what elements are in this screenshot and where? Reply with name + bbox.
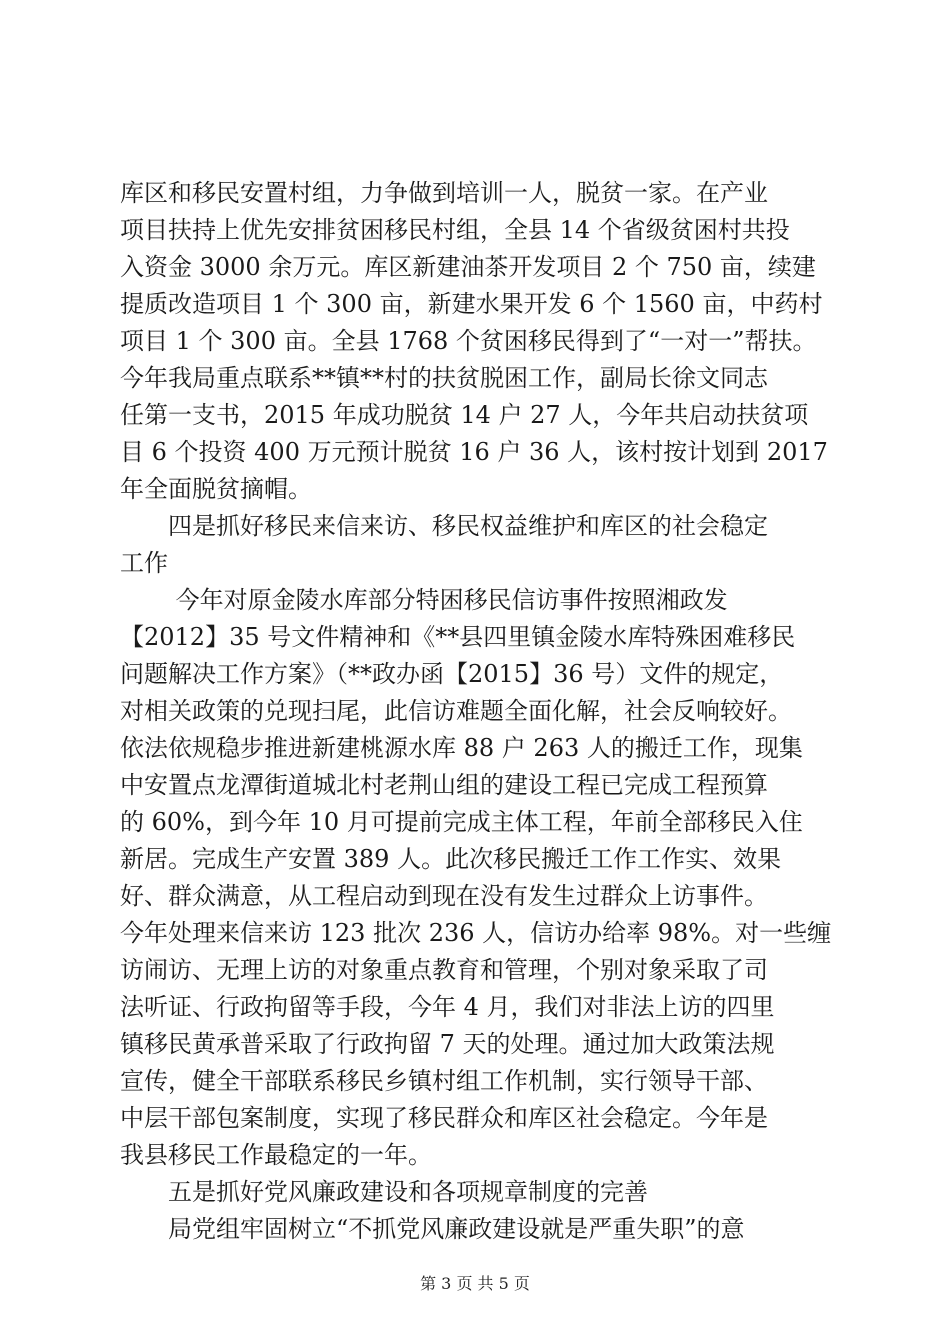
text-line: 好、群众满意，从工程启动到现在没有发生过群众上访事件。 xyxy=(120,882,768,910)
text-line: 的 60%，到今年 10 月可提前完成主体工程，年前全部移民入住 xyxy=(120,808,803,836)
text-line: 我县移民工作最稳定的一年。 xyxy=(120,1141,432,1169)
text-line: 新居。完成生产安置 389 人。此次移民搬迁工作工作实、效果 xyxy=(120,845,782,873)
text-line: 今年对原金陵水库部分特困移民信访事件按照湘政发 xyxy=(120,586,728,614)
text-line: 目 6 个投资 400 万元预计脱贫 16 户 36 人，该村按计划到 2017 xyxy=(120,438,828,466)
text-line: 问题解决工作方案》（**政办函【2015】36 号）文件的规定， xyxy=(120,660,784,688)
text-line: 任第一支书，2015 年成功脱贫 14 户 27 人，今年共启动扶贫项 xyxy=(120,401,809,429)
section-heading: 五是抓好党风廉政建设和各项规章制度的完善 xyxy=(120,1178,648,1206)
text-line: 项目 1 个 300 亩。全县 1768 个贫困移民得到了“一对一”帮扶。 xyxy=(120,327,817,355)
text-line: 访闹访、无理上访的对象重点教育和管理，个别对象采取了司 xyxy=(120,956,768,984)
text-line: 对相关政策的兑现扫尾，此信访难题全面化解，社会反响较好。 xyxy=(120,697,792,725)
text-line: 法听证、行政拘留等手段，今年 4 月，我们对非法上访的四里 xyxy=(120,993,775,1021)
text-line: 提质改造项目 1 个 300 亩，新建水果开发 6 个 1560 亩，中药村 xyxy=(120,290,823,318)
text-line: 【2012】35 号文件精神和《**县四里镇金陵水库特殊困难移民 xyxy=(120,623,796,651)
text-line: 库区和移民安置村组，力争做到培训一人，脱贫一家。在产业 xyxy=(120,179,768,207)
page-footer: 第 3 页 共 5 页 xyxy=(420,1274,530,1293)
text-line: 今年我局重点联系**镇**村的扶贫脱困工作，副局长徐文同志 xyxy=(120,364,768,392)
section-heading: 四是抓好移民来信来访、移民权益维护和库区的社会稳定 xyxy=(120,512,768,540)
text-line: 局党组牢固树立“不抓党风廉政建设就是严重失职”的意 xyxy=(120,1215,745,1243)
text-line: 今年处理来信来访 123 批次 236 人，信访办给率 98%。对一些缠 xyxy=(120,919,832,947)
text-line: 入资金 3000 余万元。库区新建油茶开发项目 2 个 750 亩，续建 xyxy=(120,253,816,281)
section-heading: 工作 xyxy=(120,549,168,577)
text-line: 项目扶持上优先安排贫困移民村组，全县 14 个省级贫困村共投 xyxy=(120,216,790,244)
text-line: 中层干部包案制度，实现了移民群众和库区社会稳定。今年是 xyxy=(120,1104,768,1132)
text-line: 依法依规稳步推进新建桃源水库 88 户 263 人的搬迁工作，现集 xyxy=(120,734,803,762)
text-line: 宣传，健全干部联系移民乡镇村组工作机制，实行领导干部、 xyxy=(120,1067,768,1095)
text-line: 镇移民黄承普采取了行政拘留 7 天的处理。通过加大政策法规 xyxy=(120,1030,775,1058)
text-line: 中安置点龙潭街道城北村老荆山组的建设工程已完成工程预算 xyxy=(120,771,768,799)
text-line: 年全面脱贫摘帽。 xyxy=(120,475,312,503)
